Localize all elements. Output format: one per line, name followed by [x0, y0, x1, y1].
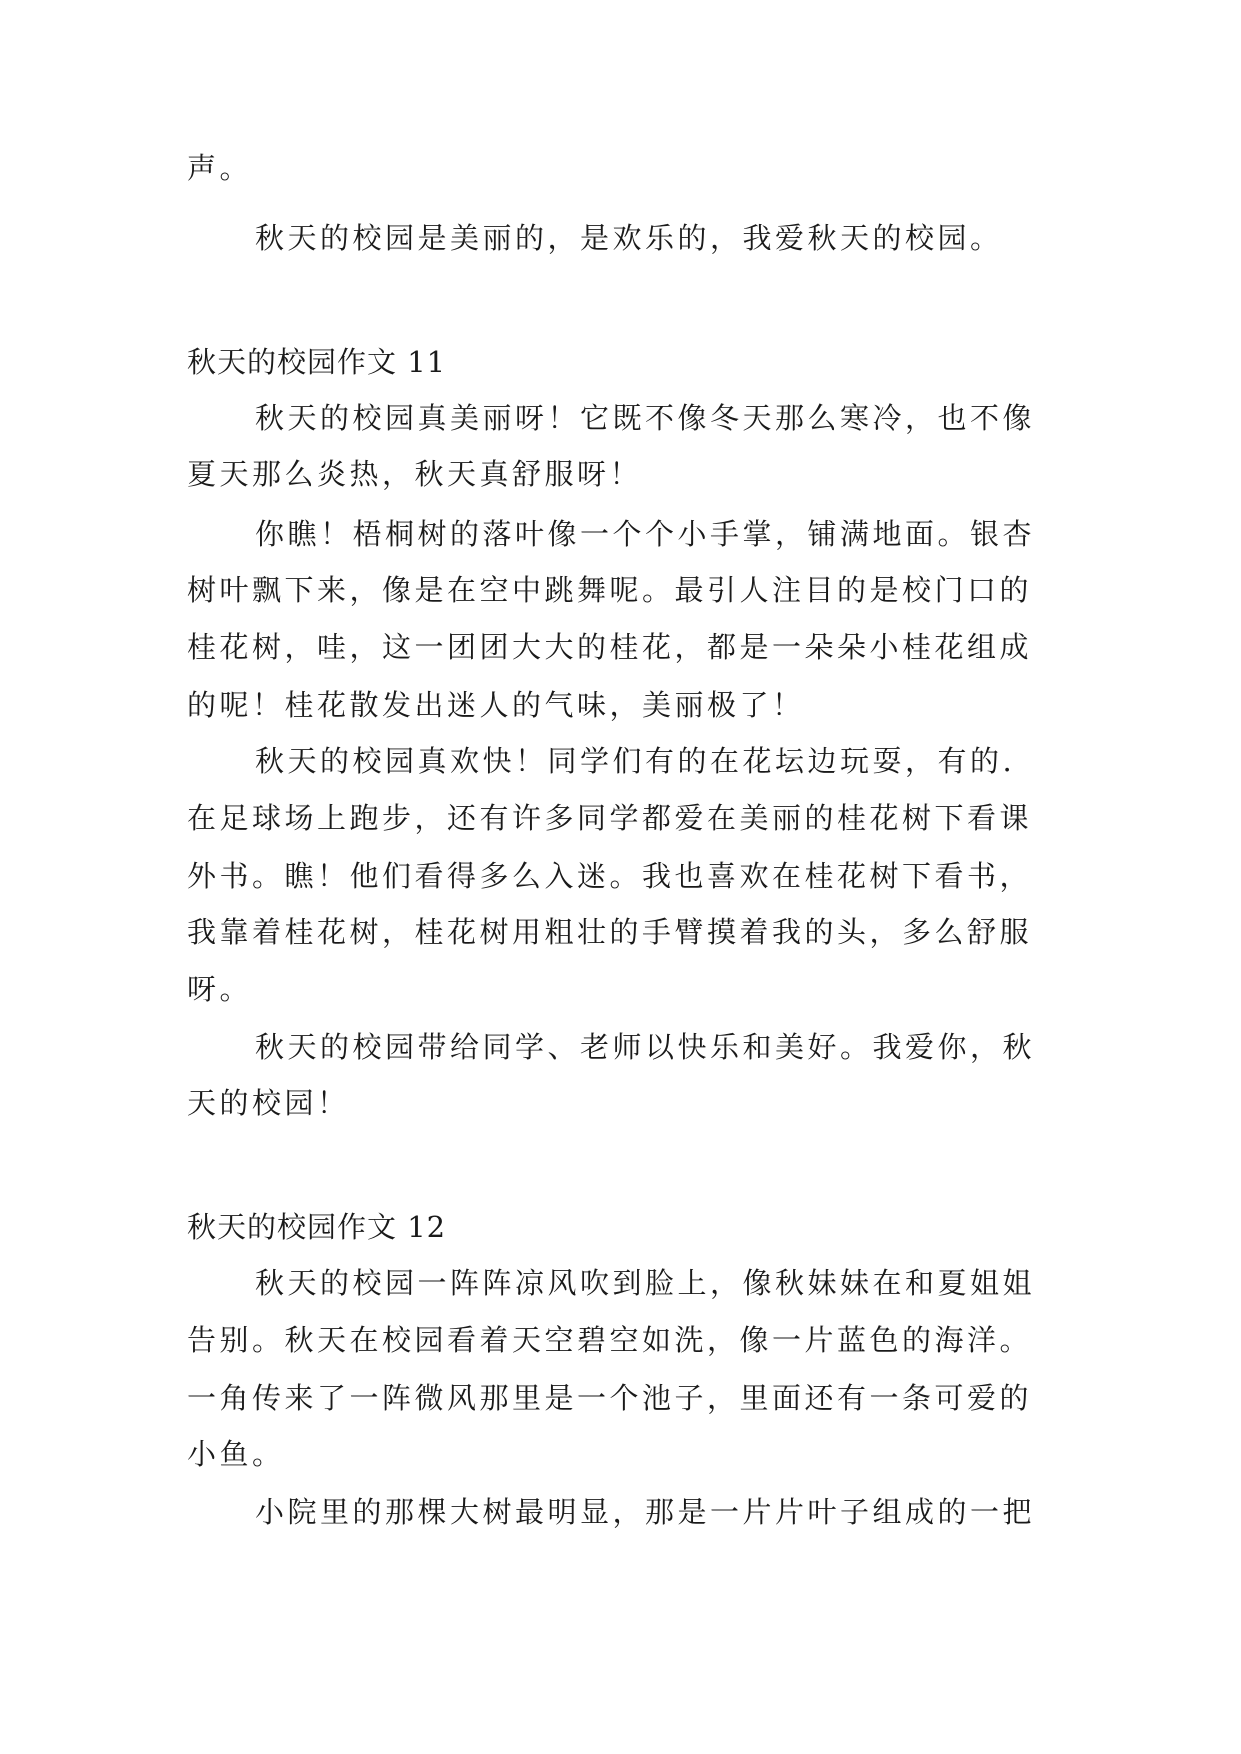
section-heading: 秋天的校园作文 12: [187, 1210, 447, 1244]
text-line: 夏天那么炎热，秋天真舒服呀！: [187, 457, 643, 491]
text-line: 呀。: [187, 972, 253, 1006]
text-line: 秋天的校园一阵阵凉风吹到脸上，像秋妹妹在和夏姐姐: [255, 1266, 1036, 1300]
text-line: 秋天的校园带给同学、老师以快乐和美好。我爱你，秋: [255, 1030, 1036, 1064]
text-line: 秋天的校园真美丽呀！它既不像冬天那么寒冷，也不像: [255, 401, 1036, 435]
text-line: 天的校园！: [187, 1086, 350, 1120]
text-line: 一角传来了一阵微风那里是一个池子，里面还有一条可爱的: [187, 1381, 1033, 1415]
text-line: 桂花树，哇，这一团团大大的桂花，都是一朵朵小桂花组成: [187, 630, 1033, 664]
text-line: 的呢！桂花散发出迷人的气味，美丽极了！: [187, 688, 805, 722]
text-line: 小鱼。: [187, 1437, 285, 1471]
text-line: 秋天的校园是美丽的，是欢乐的，我爱秋天的校园。: [255, 221, 1003, 255]
text-line: 小院里的那棵大树最明显，那是一片片叶子组成的一把: [255, 1495, 1036, 1529]
text-line: 树叶飘下来，像是在空中跳舞呢。最引人注目的是校门口的: [187, 573, 1033, 607]
text-line: 在足球场上跑步，还有许多同学都爱在美丽的桂花树下看课: [187, 801, 1033, 835]
text-line: 声。: [187, 151, 253, 185]
section-heading: 秋天的校园作文 11: [187, 345, 447, 379]
text-line: 秋天的校园真欢快！同学们有的在花坛边玩耍，有的.: [255, 744, 1016, 778]
text-line: 你瞧！梧桐树的落叶像一个个小手掌，铺满地面。银杏: [255, 517, 1036, 551]
text-line: 我靠着桂花树，桂花树用粗壮的手臂摸着我的头，多么舒服: [187, 915, 1033, 949]
text-line: 外书。瞧！他们看得多么入迷。我也喜欢在桂花树下看书，: [187, 859, 1033, 893]
text-line: 告别。秋天在校园看着天空碧空如洗，像一片蓝色的海洋。: [187, 1323, 1033, 1357]
